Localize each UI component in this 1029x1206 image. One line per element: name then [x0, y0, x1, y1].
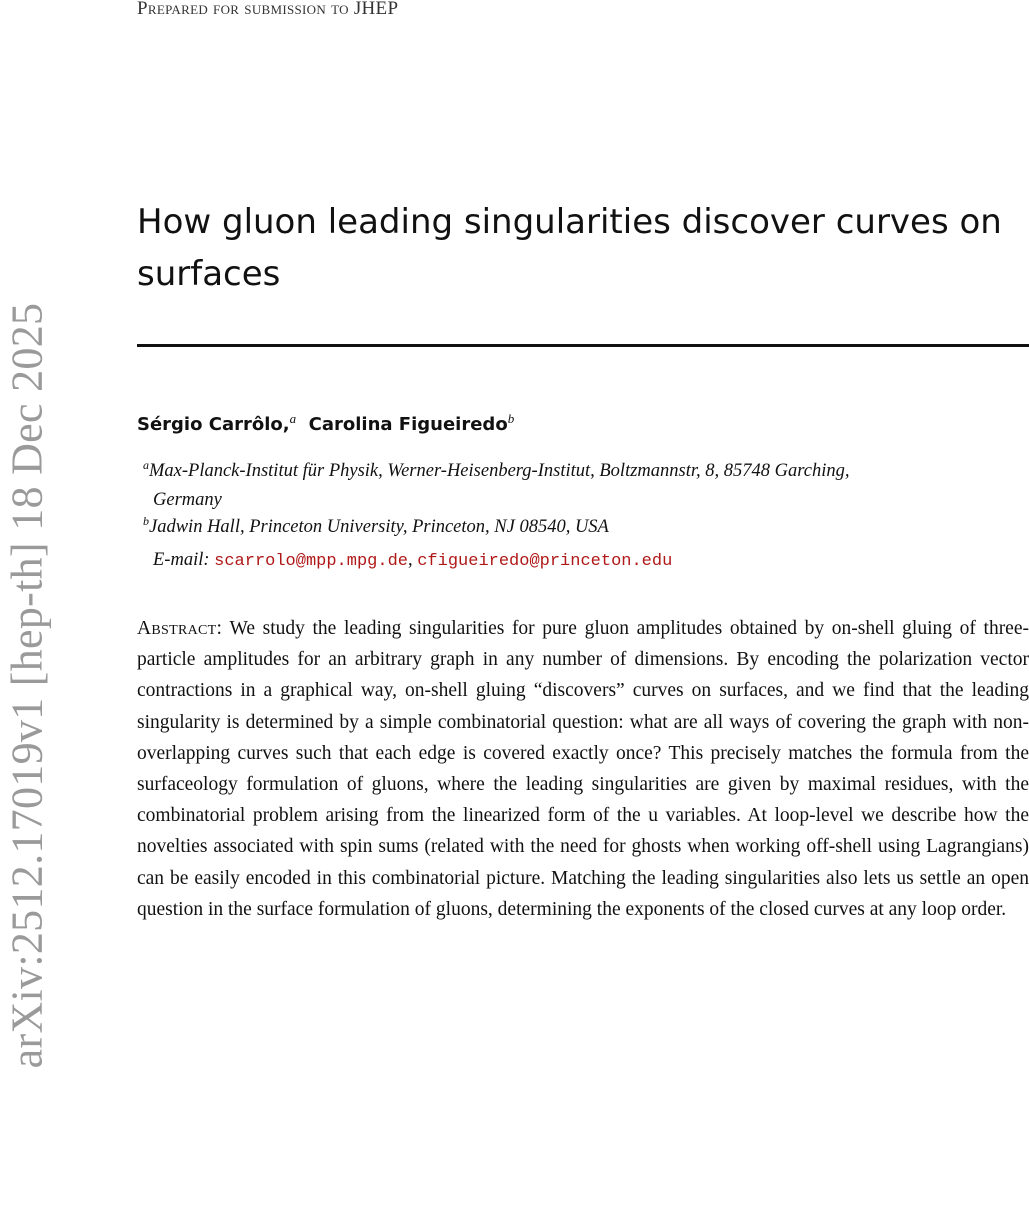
affiliation-text-continued: Germany — [153, 490, 222, 511]
affiliation-mark: a — [143, 458, 149, 472]
affiliation-a — [143, 451, 1029, 515]
author-affiliation-mark: a — [289, 411, 297, 426]
affiliation-b — [143, 507, 609, 542]
abstract-text: We study the leading singularities for pure gluon amplitudes obtained by on-shell gluing of three-particle amplitudes for an arbitrary graph in any number of dimensions. By encoding the polarization vector contractions in a graphical way, on-shell gluing “discovers” curves on surfaces, and we find that the leading singularity is determined by a simple combinatorial question: what are all ways of covering the graph with non-overlapping curves such that each edge is covered exactly once? This precisely matches the formula from the surfaceology formulation of gluons, where the leading singularities are given by maximal residues, with the combinatorial problem arising from the linearized form of the u variables. At loop-level we describe how the novelties associated with spin sums (related with the need for ghosts when working off-shell using Lagrangians) can be easily encoded in this combinatorial picture. Matching the leading singularities also lets us settle an open question in the surface formulation of gluons, determining the exponents of the closed curves at any loop order. — [137, 618, 1029, 920]
author-list — [137, 411, 514, 435]
email-link[interactable]: cfigueiredo@princeton.edu — [417, 552, 673, 571]
title-divider — [137, 344, 1029, 347]
email-separator: , — [407, 550, 413, 570]
paper-title: How gluon leading singularities discover curves on surfaces — [137, 202, 1002, 294]
author-name: Sérgio Carrôlo, — [137, 414, 290, 435]
arxiv-identifier-stamp: arXiv:2512.17019v1 [hep-th] 18 Dec 2025 — [2, 302, 52, 1069]
abstract — [137, 613, 1029, 925]
email-link[interactable]: scarrolo@mpp.mpg.de — [214, 552, 408, 571]
email-line — [153, 550, 672, 571]
author-affiliation-mark: b — [507, 411, 515, 426]
email-label: E-mail: — [153, 550, 210, 570]
affiliation-mark: b — [143, 514, 149, 528]
affiliation-text: Max-Planck-Institut für Physik, Werner-Heisenberg-Institut, Boltzmannstr, 8, 85748 Garching, — [149, 461, 850, 482]
author-name: Carolina Figueiredo — [308, 414, 508, 435]
affiliation-text: Jadwin Hall, Princeton University, Princeton, NJ 08540, USA — [149, 517, 609, 538]
journal-preparation-note: Prepared for submission to JHEP — [137, 0, 399, 19]
abstract-label: Abstract: — [137, 618, 223, 639]
